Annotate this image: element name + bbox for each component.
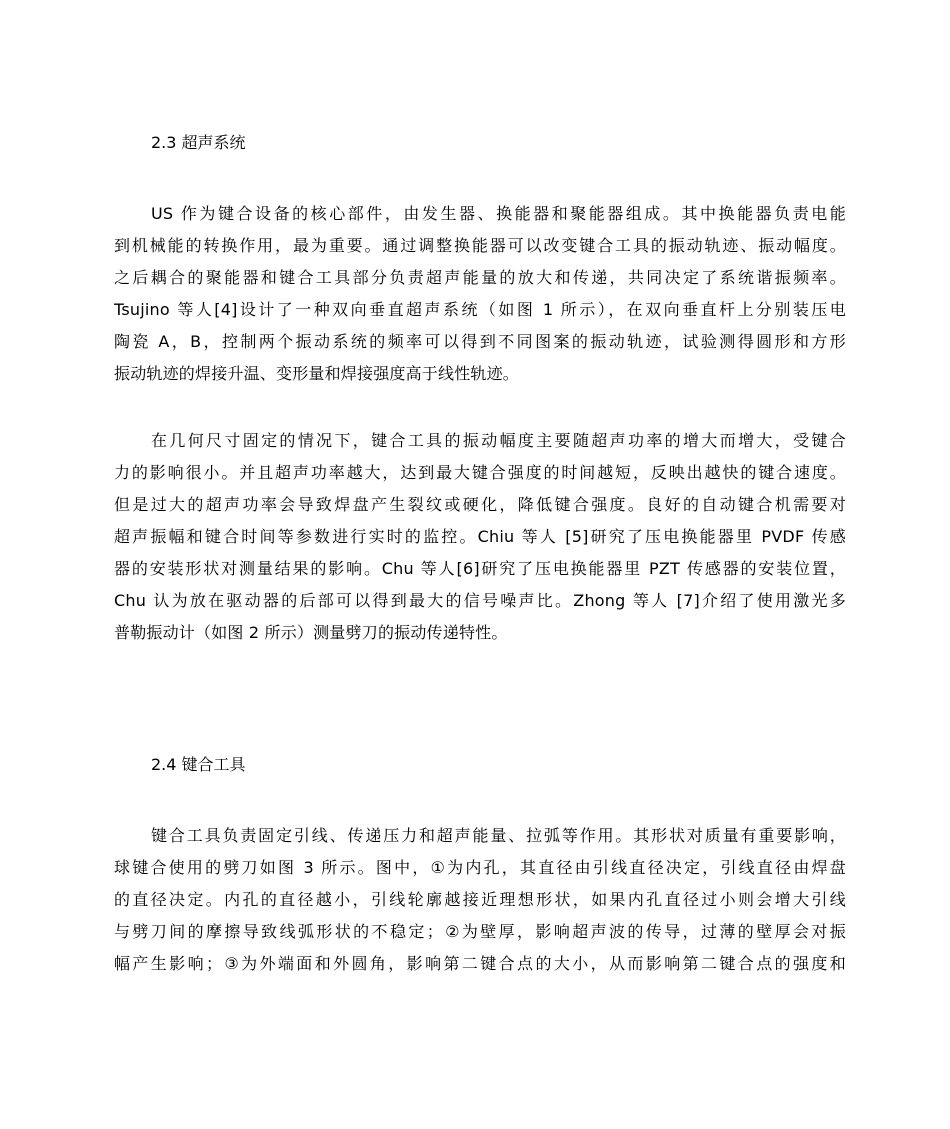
paragraph-line: 的直径决定。内孔的直径越小，引线轮廓越接近理想形状，如果内孔直径过小则会增大引线 — [114, 890, 846, 909]
paragraph-line: Chu 认为放在驱动器的后部可以得到最大的信号噪声比。Zhong 等人 [7]介绍了使用激光多 — [114, 591, 846, 610]
paragraph-line: 力的影响很小。并且超声功率越大，达到最大键合强度的时间越短，反映出越快的键合速度。 — [114, 463, 846, 482]
paragraph-line: 之后耦合的聚能器和键合工具部分负责超声能量的放大和传递，共同决定了系统谐振频率。 — [114, 268, 846, 287]
section-heading-2-3: 2.3 超声系统 — [151, 133, 246, 152]
paragraph-line: 幅产生影响；③为外端面和外圆角，影响第二键合点的大小，从而影响第二键合点的强度和 — [114, 954, 846, 973]
paragraph-line: 陶瓷 A，B，控制两个振动系统的频率可以得到不同图案的振动轨迹，试验测得圆形和方形 — [114, 332, 846, 351]
paragraph-line: 到机械能的转换作用，最为重要。通过调整换能器可以改变键合工具的振动轨迹、振动幅度。 — [114, 236, 846, 255]
paragraph-us-system — [114, 198, 846, 390]
section-heading-2-4: 2.4 键合工具 — [151, 755, 246, 774]
paragraph-bonding-tool — [114, 820, 846, 980]
paragraph-ultrasonic-power — [114, 425, 846, 649]
paragraph-line: US 作为键合设备的核心部件，由发生器、换能器和聚能器组成。其中换能器负责电能 — [151, 204, 846, 223]
paragraph-line: 键合工具负责固定引线、传递压力和超声能量、拉弧等作用。其形状对质量有重要影响， — [151, 826, 846, 845]
paragraph-line: 与劈刀间的摩擦导致线弧形状的不稳定；②为壁厚，影响超声波的传导，过薄的壁厚会对振 — [114, 922, 846, 941]
paragraph-line: 普勒振动计（如图 2 所示）测量劈刀的振动传递特性。 — [114, 623, 508, 642]
paragraph-line: 但是过大的超声功率会导致焊盘产生裂纹或硬化，降低键合强度。良好的自动键合机需要对 — [114, 495, 846, 514]
paragraph-line: 振动轨迹的焊接升温、变形量和焊接强度高于线性轨迹。 — [114, 364, 520, 383]
paragraph-line: 器的安装形状对测量结果的影响。Chu 等人[6]研究了压电换能器里 PZT 传感器的安装位置， — [114, 559, 846, 578]
paragraph-line: Tsujino 等人[4]设计了一种双向垂直超声系统（如图 1 所示），在双向垂直杆上分别装压电 — [114, 300, 846, 319]
paragraph-line: 球键合使用的劈刀如图 3 所示。图中，①为内孔，其直径由引线直径决定，引线直径由焊盘 — [114, 858, 846, 877]
paragraph-line: 超声振幅和键合时间等参数进行实时的监控。Chiu 等人 [5]研究了压电换能器里 PVDF 传感 — [114, 527, 846, 546]
paragraph-line: 在几何尺寸固定的情况下，键合工具的振动幅度主要随超声功率的增大而增大，受键合 — [151, 431, 846, 450]
